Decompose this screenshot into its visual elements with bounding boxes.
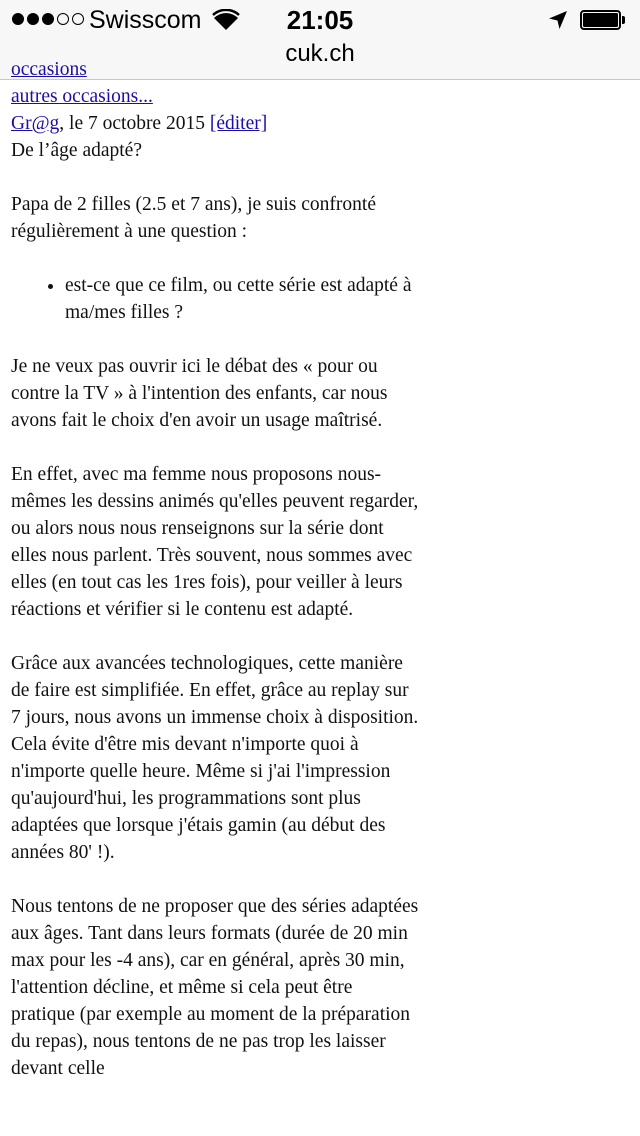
other-occasions-link[interactable]: autres occasions... (11, 86, 153, 107)
paragraph: Papa de 2 filles (2.5 et 7 ans), je suis confronté régulièrement à une question : (11, 194, 376, 242)
battery-icon (580, 10, 626, 30)
paragraph: Grâce aux avancées technologiques, cette manière de faire est simplifiée. En effet, grâce au replay sur 7 jours, nous avons un immense choix à disposition. Cela évite d'être mis devant n'importe quoi à n'importe quelle heure. Même si j'ai l'impression qu'aujourd'hui, les programmations sont plus adaptées que lorsque j'étais gamin (au début des années 80' !). (11, 653, 419, 863)
paragraph: Nous tentons de ne proposer que des séries adaptées aux âges. Tant dans leurs formats (durée de 20 min max pour les -4 ans), car en général, après 30 min, l'attention décline, et même si cela peut être pratique (par exemple au moment de la préparation du repas), nous tentons de ne pas trop les laisser devant celle (11, 896, 419, 1079)
location-arrow-icon (548, 10, 568, 35)
post-title: De l’âge adapté? (11, 140, 142, 161)
occasions-link[interactable]: occasions (11, 59, 87, 80)
post-date: , le 7 octobre 2015 (59, 113, 210, 134)
author-link[interactable]: Gr@g (11, 113, 60, 134)
article-content (11, 56, 421, 1109)
carrier-name: Swisscom (89, 6, 202, 34)
clock: 21:05 (286, 5, 354, 35)
list-item: • est-ce que ce film, ou cette série est adapté à ma/mes filles ? (65, 272, 421, 326)
status-bar (0, 0, 640, 40)
bullet-list (11, 272, 421, 326)
edit-link[interactable]: [éditer] (209, 113, 268, 134)
url-domain: cuk.ch (285, 40, 355, 67)
paragraph: En effet, avec ma femme nous proposons nous-mêmes les dessins animés qu'elles peuvent regarder, ou alors nous nous renseignons sur la série dont elles nous parlent. Très souvent, nous sommes avec elles (en tout cas les 1res fois), pour veiller à leurs réactions et vérifier si le contenu est adapté. (11, 464, 419, 620)
paragraph: Je ne veux pas ouvrir ici le débat des « pour ou contre la TV » à l'intention des enfants, car nous avons fait le choix d'en avoir un usage maîtrisé. (11, 356, 388, 431)
post-meta (11, 110, 421, 137)
